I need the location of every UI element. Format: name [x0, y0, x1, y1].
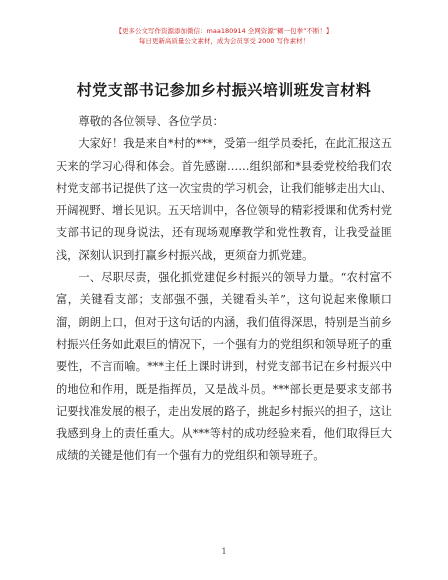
promo-header-line-1: 【更多公文写作资源添加微信：maa180914 全网资源“糊一包拳”不断！】 — [115, 27, 333, 35]
paragraph-2: 一、尽职尽责，强化抓党建促乡村振兴的领导力量。“农村富不富，关键看支部；支部强不强，关键看头羊”，这句说起来像顺口溜，朗朗上口，但对于这句话的内涵，我们值得深思，特别是当前乡村振兴任务如此艰巨的情况下，一个强有力的党组织和领导班子的重要性，不言而喻。***主任上课时讲到，村党支部书记在乡村振兴中的地位和作用，既是指挥员，又是战斗员。***部长更是要求支部书记要找准发展的根子，走出发展的路子，挑起乡村振兴的担子，这让我感到身上的责任重大。从***等村的成功经验来看，他们取得巨大成绩的关键是他们有一个强有力的党组织和领导班子。 — [56, 271, 392, 463]
paragraph-1: 大家好！我是来自*村的***，受第一组学员委托，在此汇报这五天来的学习心得和体会。首先感谢……组织部和*县委党校给我们农村党支部书记提供了这一次宝贵的学习机会，让我们能够走出大山、开阔视野、增长见识。五天培训中，各位领导的精彩授课和优秀村党支部书记的现身说法，还有现场观摩教学和党性教育，让我受益匪浅，深刻认识到打赢乡村振兴战，更须奋力抓党建。 — [56, 137, 392, 262]
page-number: 1 — [221, 547, 227, 556]
greeting: 尊敬的各位领导、各位学员： — [78, 115, 224, 128]
document-body — [56, 111, 392, 468]
promo-header-line-2: 每日更新高质量公文素材，成为会员享受 2000 写作素材！ — [138, 37, 310, 45]
document-title: 村党支部书记参加乡村振兴培训班发言材料 — [76, 81, 372, 99]
